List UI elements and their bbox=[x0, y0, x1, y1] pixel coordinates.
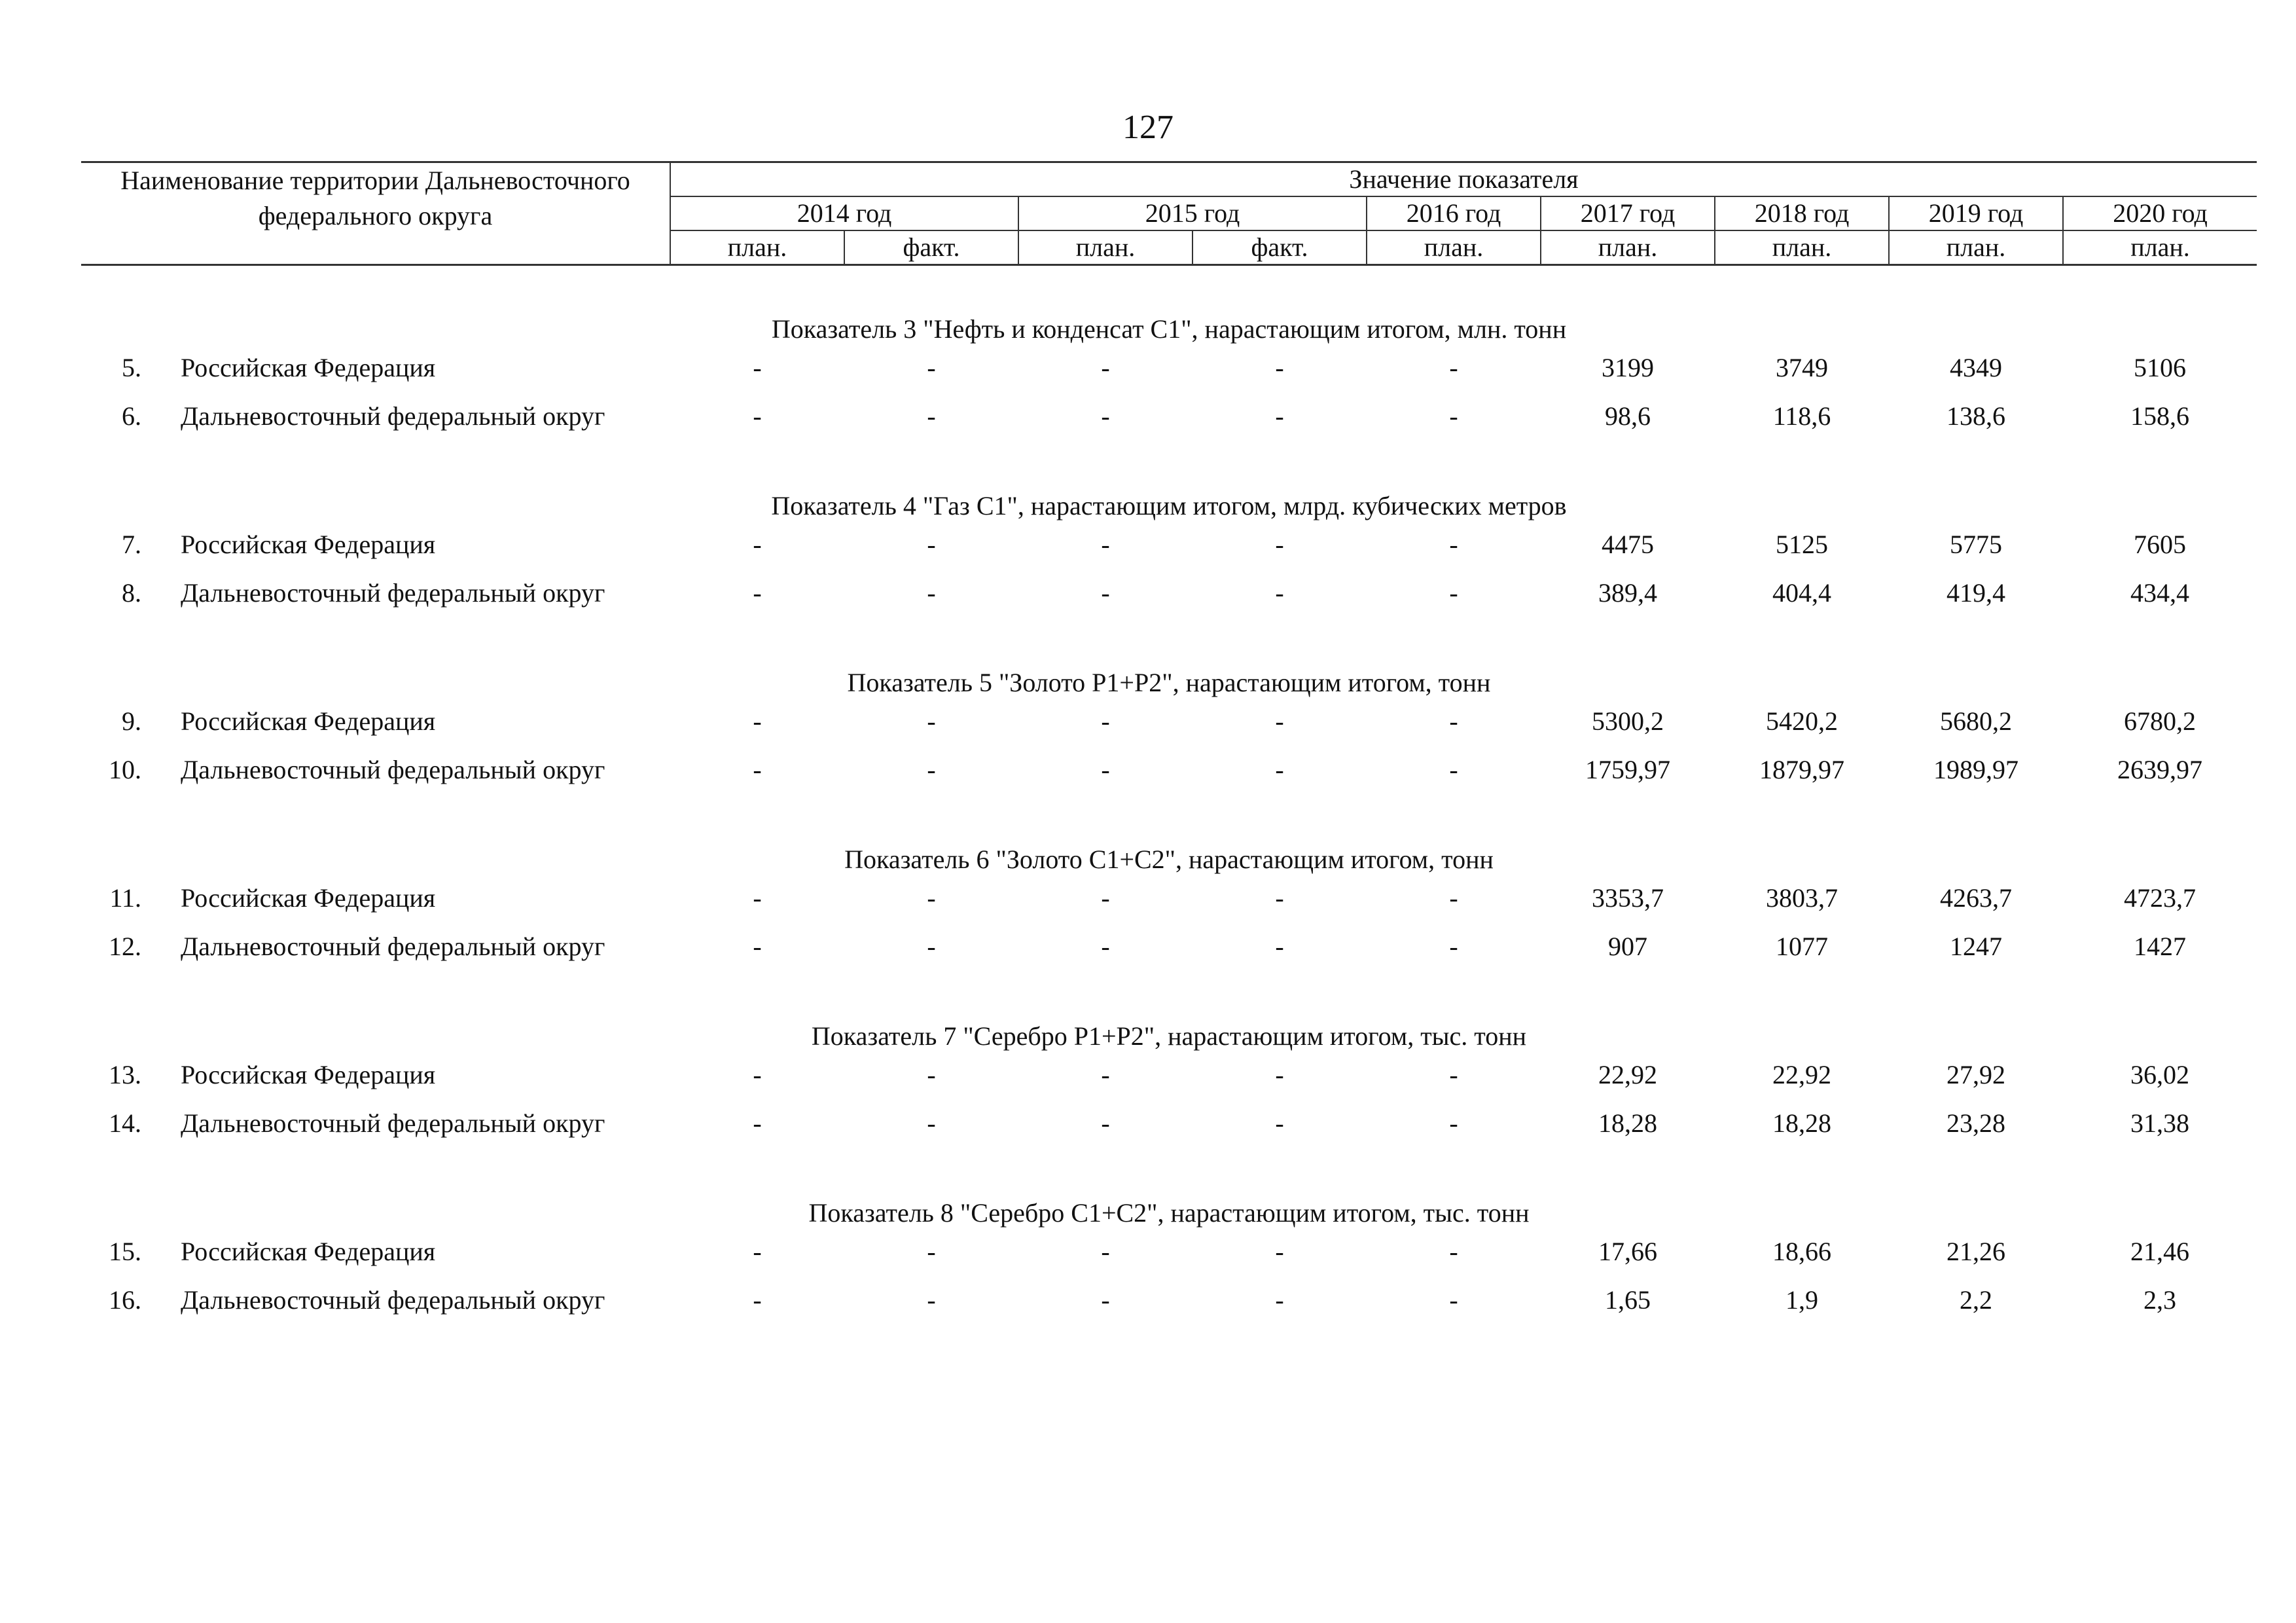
value-cell: - bbox=[753, 883, 762, 913]
value-cell: 98,6 bbox=[1605, 401, 1651, 431]
value-cell: - bbox=[753, 353, 762, 382]
table-row bbox=[81, 880, 2257, 928]
value-cell: 27,92 bbox=[1946, 1060, 2005, 1089]
value-cell: - bbox=[1449, 883, 1458, 913]
value-cell: 23,28 bbox=[1946, 1108, 2005, 1138]
year-header: 2014 год bbox=[670, 196, 1018, 230]
value-cell: - bbox=[1449, 1060, 1458, 1089]
value-cell: - bbox=[927, 578, 936, 608]
table-row bbox=[81, 526, 2257, 575]
value-cell: - bbox=[1101, 401, 1110, 431]
table-row bbox=[81, 350, 2257, 398]
value-cell: - bbox=[927, 353, 936, 382]
value-cell: - bbox=[927, 1060, 936, 1089]
value-cell: - bbox=[1275, 1108, 1284, 1138]
table-row bbox=[81, 752, 2257, 835]
value-cell: 1247 bbox=[1950, 932, 2002, 961]
territory-name: Дальневосточный федеральный округ bbox=[181, 932, 605, 961]
value-cell: - bbox=[1449, 706, 1458, 736]
value-cell: 5420,2 bbox=[1766, 706, 1838, 736]
value-cell: - bbox=[1275, 932, 1284, 961]
value-cell: - bbox=[1275, 755, 1284, 784]
value-cell: - bbox=[1449, 1285, 1458, 1315]
value-cell: 118,6 bbox=[1772, 401, 1831, 431]
value-cell: 2639,97 bbox=[2117, 755, 2202, 784]
value-cell: 404,4 bbox=[1772, 578, 1831, 608]
value-cell: - bbox=[1101, 578, 1110, 608]
value-cell: - bbox=[1275, 1285, 1284, 1315]
table-row bbox=[81, 1105, 2257, 1189]
page-number: 127 bbox=[1122, 109, 1174, 146]
value-cell: - bbox=[927, 883, 936, 913]
row-number: 12. bbox=[109, 932, 141, 961]
value-cell: 18,66 bbox=[1772, 1237, 1831, 1266]
table-row bbox=[81, 398, 2257, 482]
territory-name: Дальневосточный федеральный округ bbox=[181, 1285, 605, 1315]
value-cell: 3749 bbox=[1776, 353, 1828, 382]
section-title: Показатель 3 "Нефть и конденсат C1", нарастающим итогом, млн. тонн bbox=[771, 314, 1567, 344]
value-cell: 5680,2 bbox=[1940, 706, 2012, 736]
subcol-header: план. bbox=[1889, 230, 2063, 265]
territory-name: Дальневосточный федеральный округ bbox=[181, 401, 605, 431]
table-body bbox=[81, 305, 2257, 1366]
row-number: 14. bbox=[109, 1108, 141, 1138]
value-cell: 1,65 bbox=[1605, 1285, 1651, 1315]
section-title: Показатель 6 "Золото C1+C2", нарастающим итогом, тонн bbox=[844, 845, 1494, 874]
value-cell: - bbox=[927, 1237, 936, 1266]
value-cell: - bbox=[1449, 1108, 1458, 1138]
subcol-header: план. bbox=[670, 230, 844, 265]
value-cell: - bbox=[927, 1285, 936, 1315]
section-title: Показатель 5 "Золото P1+P2", нарастающим итогом, тонн bbox=[847, 668, 1491, 697]
value-cell: - bbox=[1101, 1108, 1110, 1138]
value-cell: - bbox=[1275, 1060, 1284, 1089]
value-cell: 7605 bbox=[2134, 530, 2186, 559]
value-cell: 6780,2 bbox=[2124, 706, 2196, 736]
value-cell: - bbox=[753, 755, 762, 784]
value-cell: 4349 bbox=[1950, 353, 2002, 382]
territory-name: Дальневосточный федеральный округ bbox=[181, 578, 605, 608]
subcol-header: факт. bbox=[1193, 230, 1367, 265]
value-cell: 1,9 bbox=[1785, 1285, 1818, 1315]
subcol-header: план. bbox=[1018, 230, 1193, 265]
year-header: 2020 год bbox=[2063, 196, 2257, 230]
value-cell: - bbox=[1101, 1237, 1110, 1266]
value-cell: 22,92 bbox=[1772, 1060, 1831, 1089]
value-cell: - bbox=[927, 1108, 936, 1138]
value-cell: - bbox=[1275, 706, 1284, 736]
value-cell: 22,92 bbox=[1598, 1060, 1657, 1089]
value-cell: 389,4 bbox=[1598, 578, 1657, 608]
year-header: 2016 год bbox=[1367, 196, 1541, 230]
value-cell: - bbox=[1101, 353, 1110, 382]
value-cell: - bbox=[1101, 755, 1110, 784]
value-cell: - bbox=[1101, 530, 1110, 559]
value-cell: - bbox=[1275, 1237, 1284, 1266]
value-cell: - bbox=[1449, 932, 1458, 961]
value-cell: - bbox=[1449, 353, 1458, 382]
row-number: 9. bbox=[122, 706, 141, 736]
value-cell: 21,46 bbox=[2130, 1237, 2189, 1266]
value-cell: - bbox=[927, 706, 936, 736]
year-header: 2018 год bbox=[1715, 196, 1889, 230]
value-cell: - bbox=[927, 401, 936, 431]
value-cell: 158,6 bbox=[2130, 401, 2189, 431]
table-row bbox=[81, 703, 2257, 752]
value-cell: 3199 bbox=[1602, 353, 1654, 382]
value-cell: - bbox=[927, 530, 936, 559]
territory-name: Дальневосточный федеральный округ bbox=[181, 1108, 605, 1138]
value-cell: - bbox=[1449, 578, 1458, 608]
value-cell: 17,66 bbox=[1598, 1237, 1657, 1266]
row-number: 6. bbox=[122, 401, 141, 431]
row-number: 11. bbox=[109, 883, 141, 913]
value-cell: 31,38 bbox=[2130, 1108, 2189, 1138]
table-row bbox=[81, 575, 2257, 659]
value-cell: 138,6 bbox=[1946, 401, 2005, 431]
table-header bbox=[81, 161, 2257, 266]
value-cell: - bbox=[1275, 578, 1284, 608]
territory-name: Российская Федерация bbox=[181, 1237, 436, 1266]
value-cell: 5775 bbox=[1950, 530, 2002, 559]
territory-name: Дальневосточный федеральный округ bbox=[181, 755, 605, 784]
territory-name: Российская Федерация bbox=[181, 530, 436, 559]
table-row bbox=[81, 1057, 2257, 1105]
value-cell: - bbox=[1101, 706, 1110, 736]
value-cell: 36,02 bbox=[2130, 1060, 2189, 1089]
value-cell: - bbox=[1101, 1285, 1110, 1315]
subcol-header: план. bbox=[1367, 230, 1541, 265]
value-cell: 1077 bbox=[1776, 932, 1828, 961]
subcol-header: факт. bbox=[844, 230, 1018, 265]
territory-name: Российская Федерация bbox=[181, 706, 436, 736]
value-cell: - bbox=[1449, 401, 1458, 431]
subcol-header: план. bbox=[2063, 230, 2257, 265]
value-cell: 21,26 bbox=[1946, 1237, 2005, 1266]
value-cell: 4263,7 bbox=[1940, 883, 2012, 913]
column-header-value: Значение показателя bbox=[670, 162, 2257, 197]
value-cell: - bbox=[753, 530, 762, 559]
value-cell: - bbox=[927, 755, 936, 784]
value-cell: - bbox=[1449, 1237, 1458, 1266]
territory-name: Российская Федерация bbox=[181, 883, 436, 913]
section-title: Показатель 8 "Серебро C1+C2", нарастающим итогом, тыс. тонн bbox=[808, 1198, 1530, 1228]
value-cell: - bbox=[1275, 353, 1284, 382]
section-title: Показатель 4 "Газ C1", нарастающим итогом, млрд. кубических метров bbox=[771, 491, 1567, 520]
table-row bbox=[81, 1233, 2257, 1282]
table-row bbox=[81, 1282, 2257, 1366]
value-cell: - bbox=[753, 401, 762, 431]
value-cell: 907 bbox=[1608, 932, 1647, 961]
row-number: 5. bbox=[122, 353, 141, 382]
value-cell: - bbox=[1275, 883, 1284, 913]
value-cell: - bbox=[1275, 530, 1284, 559]
value-cell: 18,28 bbox=[1772, 1108, 1831, 1138]
section-title: Показатель 7 "Серебро P1+P2", нарастающим итогом, тыс. тонн bbox=[811, 1021, 1527, 1051]
territory-name: Российская Федерация bbox=[181, 353, 436, 382]
value-cell: - bbox=[927, 932, 936, 961]
value-cell: - bbox=[753, 706, 762, 736]
value-cell: - bbox=[1449, 755, 1458, 784]
value-cell: - bbox=[753, 578, 762, 608]
value-cell: 1879,97 bbox=[1759, 755, 1844, 784]
value-cell: 1759,97 bbox=[1585, 755, 1670, 784]
value-cell: - bbox=[753, 1060, 762, 1089]
year-header: 2015 год bbox=[1018, 196, 1367, 230]
value-cell: - bbox=[1449, 530, 1458, 559]
territory-name: Российская Федерация bbox=[181, 1060, 436, 1089]
value-cell: 434,4 bbox=[2130, 578, 2189, 608]
value-cell: 5106 bbox=[2134, 353, 2186, 382]
value-cell: 419,4 bbox=[1946, 578, 2005, 608]
value-cell: 2,2 bbox=[1960, 1285, 1992, 1315]
row-number: 10. bbox=[109, 755, 141, 784]
value-cell: - bbox=[1101, 932, 1110, 961]
table-row bbox=[81, 928, 2257, 1012]
value-cell: 5125 bbox=[1776, 530, 1828, 559]
value-cell: 1427 bbox=[2134, 932, 2186, 961]
value-cell: - bbox=[1101, 883, 1110, 913]
value-cell: 1989,97 bbox=[1933, 755, 2018, 784]
value-cell: - bbox=[1275, 401, 1284, 431]
value-cell: - bbox=[753, 1285, 762, 1315]
row-number: 8. bbox=[122, 578, 141, 608]
subcol-header: план. bbox=[1715, 230, 1889, 265]
year-header: 2019 год bbox=[1889, 196, 2063, 230]
value-cell: 3353,7 bbox=[1592, 883, 1664, 913]
row-number: 7. bbox=[122, 530, 141, 559]
value-cell: 4723,7 bbox=[2124, 883, 2196, 913]
value-cell: 5300,2 bbox=[1592, 706, 1664, 736]
value-cell: 4475 bbox=[1602, 530, 1654, 559]
column-header-territory: Наименование территории Дальневосточного федерального округа bbox=[81, 162, 670, 265]
subcol-header: план. bbox=[1541, 230, 1715, 265]
value-cell: - bbox=[753, 1237, 762, 1266]
value-cell: 3803,7 bbox=[1766, 883, 1838, 913]
value-cell: - bbox=[753, 932, 762, 961]
value-cell: 18,28 bbox=[1598, 1108, 1657, 1138]
value-cell: - bbox=[1101, 1060, 1110, 1089]
row-number: 16. bbox=[109, 1285, 141, 1315]
value-cell: 2,3 bbox=[2144, 1285, 2176, 1315]
row-number: 15. bbox=[109, 1237, 141, 1266]
year-header: 2017 год bbox=[1541, 196, 1715, 230]
row-number: 13. bbox=[109, 1060, 141, 1089]
value-cell: - bbox=[753, 1108, 762, 1138]
